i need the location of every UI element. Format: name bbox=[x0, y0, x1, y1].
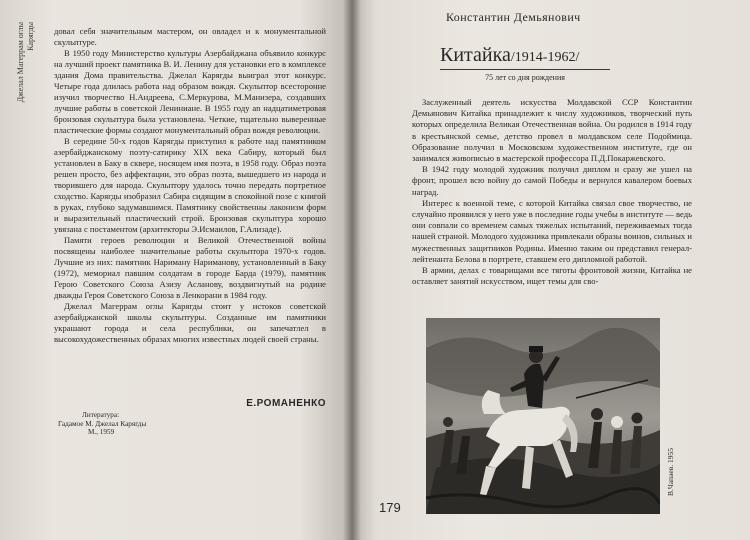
painting-reproduction bbox=[426, 318, 660, 514]
literature-block bbox=[58, 411, 146, 437]
paragraph: довал себя значительным мастером, он овладел и к монументальной скульптуре. bbox=[54, 26, 326, 47]
side-text-line-1: Джелал Магеррам оглы bbox=[16, 22, 25, 103]
artist-surname: Китайка bbox=[440, 44, 511, 66]
right-body-text bbox=[412, 97, 692, 287]
paragraph: Заслуженный деятель искусства Молдавской ССР Константин Демьянович Китайка принадлежит к числу художников, творческий путь которых определила Великая Отечественная война. Он родился в 1914 году в крестьянской семье, детство провел в молдавском селе Подоймица. Образование получил в Московском художественном институте, где он занимался живописью в мастерской профессора П.Д.Покаржевского. bbox=[412, 97, 692, 164]
paragraph: В армии, делах с товарищами все тяготы фронтовой жизни, Китайка не оставляет занятий искусством, ищет темы для сво- bbox=[412, 265, 692, 287]
paragraph: В середине 50-х годов Карягды приступил к работе над памятником азербайджанскому поэту-сатирику XIX века Сабиру, который был установлен в Баку в сквере, носящем имя поэта, в 1958 году. Образ поэта решен просто, без аффектации, это образ поэта, вышедшего из народа и творившего для народа. Скульптору удалось точно передать портретное сходство. Карягды изобразил Сабира сидящим в спокойной позе с книгой в руках, глубоко задумавшимся. Памятнику свойственны лаконизм форм и выразительный пластический строй. Бронзовая скульптура хорошо увязана с постаментом (архитекторы Э.Исмаилов, Г.Ализаде). bbox=[54, 136, 326, 234]
title-rule bbox=[440, 69, 610, 70]
literature-entry: М., 1959 bbox=[88, 428, 115, 436]
painting-image bbox=[426, 318, 660, 514]
paragraph: Памяти героев революции и Великой Отечественной войны посвящены наиболее значительные работы скульптора 1970-х годов. Лучшие из них: памятник Нариману Нариманову, установленный в Баку (1972), мемориал павшим солдатам в городе Барда (1979), памятник Герою Советского Союза Азизу Асланову, воздвигнутый на родине дважды Героя Советского Союза в Ленкорани в 1984 году. bbox=[54, 235, 326, 300]
side-running-title bbox=[14, 22, 44, 162]
life-dates: /1914-1962/ bbox=[510, 50, 580, 65]
side-text-line-2: Карягды bbox=[26, 22, 35, 51]
article-title bbox=[440, 44, 579, 69]
anniversary-subtitle: 75 лет со дня рождения bbox=[485, 73, 565, 82]
book-gutter bbox=[343, 0, 361, 540]
paragraph: В 1942 году молодой художник получил диплом и сразу же ушел на фронт, прошел всю войну до самой Победы и вернулся кавалером боевых наград. bbox=[412, 164, 692, 197]
artist-first-name: Константин Демьянович bbox=[446, 10, 581, 24]
literature-entry: Гадамое М. Джелал Карягды bbox=[58, 419, 147, 428]
paragraph: Интерес к военной теме, с которой Китайка связал свое творчество, не случайно проявился у него уже в последние годы учебы в институте — ведь они совпали со временем самых тяжелых испытаний, переживаемых тогда нашей страной. Молодого художника привлекали образы воинов, сильных и мужественных защитников Родины. Именно таким он представил генерал-лейтенанта Белова в портрете, ставшем его дипломной работой. bbox=[412, 197, 692, 264]
article-author: Е.РОМАНЕНКО bbox=[246, 398, 326, 409]
paragraph: Джелал Магеррам оглы Карягды стоит у истоков советской азербайджанской школы скульптуры. Созданные им памятники украшают города и села республики, он запечатлел в высокохудожественных образах многих известных людей своей страны. bbox=[54, 301, 326, 344]
left-body-text bbox=[54, 26, 326, 345]
literature-heading: Литература: bbox=[82, 411, 120, 419]
illustration-caption: В.Чапаев. 1955 bbox=[666, 448, 675, 496]
paragraph: В 1950 году Министерство культуры Азербайджана объявило конкурс на лучший проект памятника В. И. Ленину для установки его в комплексе здания Дома правительства. Джелал Карягды выиграл этот конкурс. Четыре года длилась работа над образом вождя. Скульптор всесторонне изучил творчество Н.Андреева, С.Меркурова, М.Манизера, создавших лучшие работы в советской Лениниане. В 1955 году an надцатиметровая бронзовая скульптура была установлена. Четкие, тщательно выверенные пластические формы создают монументальный образ вождя революции. bbox=[54, 48, 326, 135]
page-number: 179 bbox=[379, 500, 401, 515]
left-page bbox=[0, 0, 352, 540]
